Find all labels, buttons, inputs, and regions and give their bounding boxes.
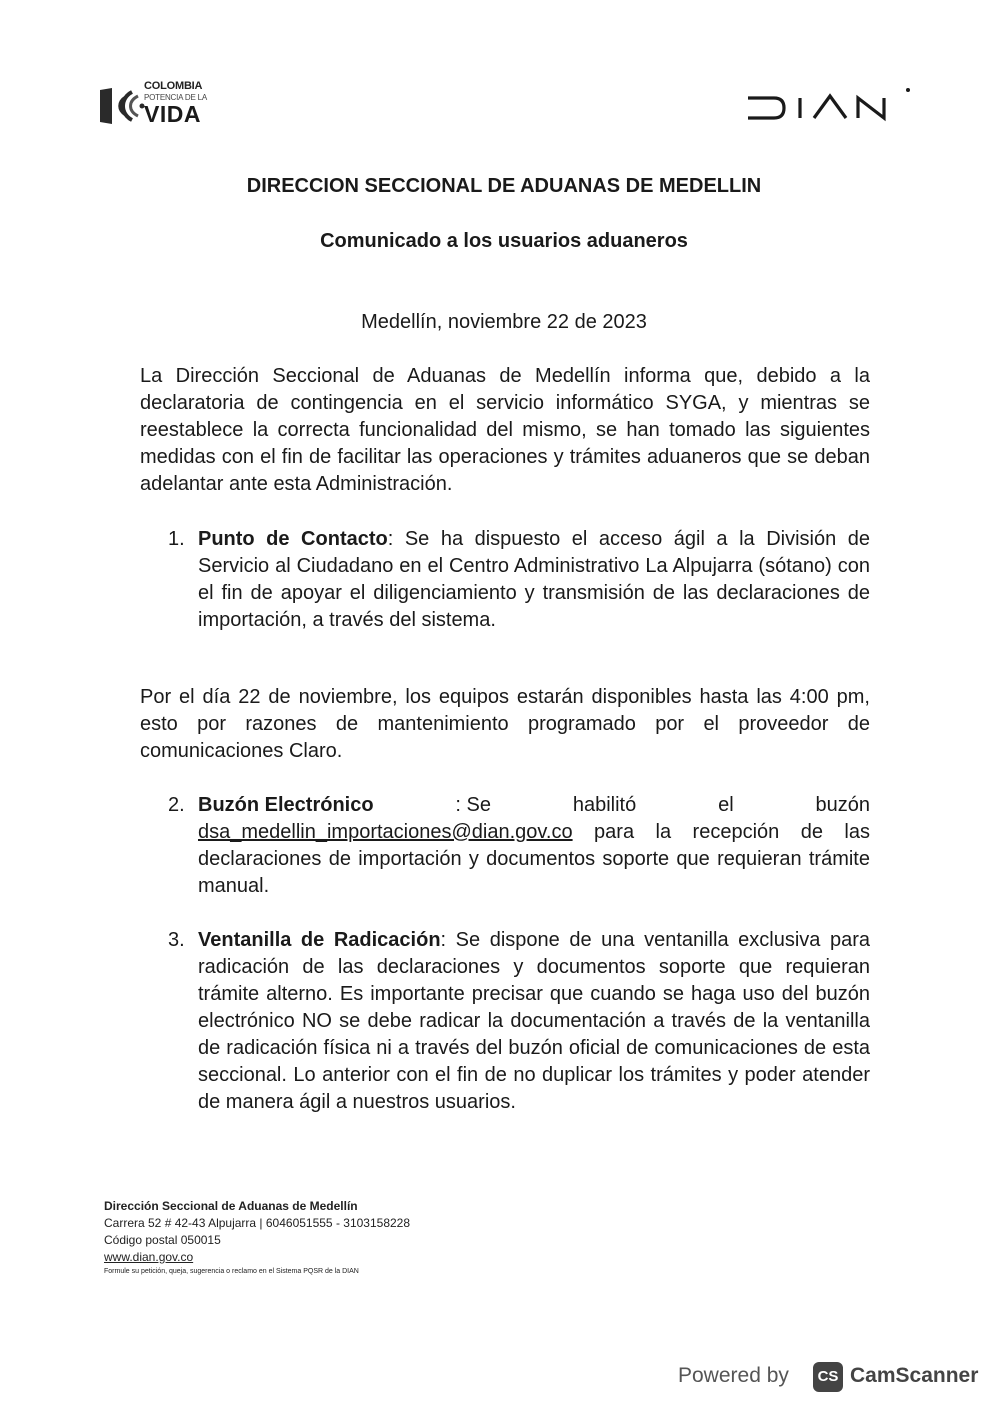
email-link[interactable]: dsa_medellin_importaciones@dian.gov.co xyxy=(198,821,573,843)
list-item-heading: Ventanilla de Radicación xyxy=(198,929,441,951)
list-item-heading: Punto de Contacto xyxy=(198,528,388,550)
camscanner-icon: CS xyxy=(813,1362,843,1392)
document-title: DIRECCION SECCIONAL DE ADUANAS DE MEDELLIN xyxy=(246,175,762,197)
maintenance-note-paragraph: Por el día 22 de noviembre, los equipos estarán disponibles hasta las 4:00 pm, esto por razones de mantenimiento programado por el proveedor de comunicaciones Claro. xyxy=(140,686,870,762)
footer xyxy=(104,1198,410,1278)
colombia-wave-icon xyxy=(98,84,148,128)
logo-line-potencia: POTENCIA DE LA xyxy=(144,93,207,102)
lead-word: habilitó xyxy=(572,794,637,816)
list-item-number: 3. xyxy=(168,929,185,951)
lead-word: buzón xyxy=(815,794,870,816)
footer-office-name: Dirección Seccional de Aduanas de Medellín xyxy=(104,1199,358,1213)
dian-logo-icon xyxy=(744,84,914,126)
list-item-buzon-electronico xyxy=(168,792,870,900)
dian-logo xyxy=(744,84,914,126)
document-subtitle: Comunicado a los usuarios aduaneros xyxy=(320,230,688,252)
colombia-potencia-vida-logo xyxy=(98,80,238,132)
camscanner-watermark xyxy=(678,1356,984,1400)
lead-word: : Se xyxy=(455,794,491,816)
list-item-heading: Buzón Electrónico xyxy=(198,794,374,816)
footer-postal-code: Código postal 050015 xyxy=(104,1233,221,1247)
list-item-ventanilla-radicacion xyxy=(168,927,870,1116)
list-item-number: 1. xyxy=(168,528,185,550)
lead-word: el xyxy=(718,794,734,816)
watermark-powered-by: Powered by xyxy=(678,1364,789,1387)
watermark-brand: CamScanner xyxy=(850,1364,979,1387)
list-item-text: : Se ha dispuesto el acceso ágil a la División de Servicio al Ciudadano en el Centro Administrativo La Alpujarra (sótano) con el fin de apoyar el diligenciamiento y transmisión de las declaraciones de importación, a través del sistema. xyxy=(198,528,870,631)
list-item-punto-contacto xyxy=(168,526,870,634)
footer-pqsr-note: Formule su petición, queja, sugerencia o reclamo en el Sistema PQSR de la DIAN xyxy=(104,1268,359,1275)
footer-website-link[interactable]: www.dian.gov.co xyxy=(104,1250,194,1264)
list-item-text: : Se dispone de una ventanilla exclusiva para radicación de las declaraciones y documentos soporte que requieran trámite alterno. Es importante precisar que cuando se haga uso del buzón electrónico NO se debe radicar la documentación a través de la ventanilla de radicación física ni a través del buzón oficial de comunicaciones de esta seccional. Lo anterior con el fin de no duplicar los trámites y poder atender de manera ágil a nuestros usuarios. xyxy=(198,929,870,1113)
footer-address: Carrera 52 # 42-43 Alpujarra | 6046051555 - 3103158228 xyxy=(104,1216,411,1230)
document-date: Medellín, noviembre 22 de 2023 xyxy=(361,311,647,333)
intro-paragraph: La Dirección Seccional de Aduanas de Medellín informa que, debido a la declaratoria de contingencia en el servicio informático SYGA, y mientras se reestablece la correcta funcionalidad del mismo, se han tomado las siguientes medidas con el fin de facilitar las operaciones y trámites aduaneros que se deban adelantar ante esta Administración. xyxy=(140,365,870,495)
logo-line-colombia: COLOMBIA xyxy=(144,80,203,92)
list-item-text: para la recepción de las declaraciones de importación y documentos soporte que requieran trámite manual. xyxy=(198,821,870,897)
list-item-number: 2. xyxy=(168,794,185,816)
logo-line-vida: VIDA xyxy=(144,101,201,127)
